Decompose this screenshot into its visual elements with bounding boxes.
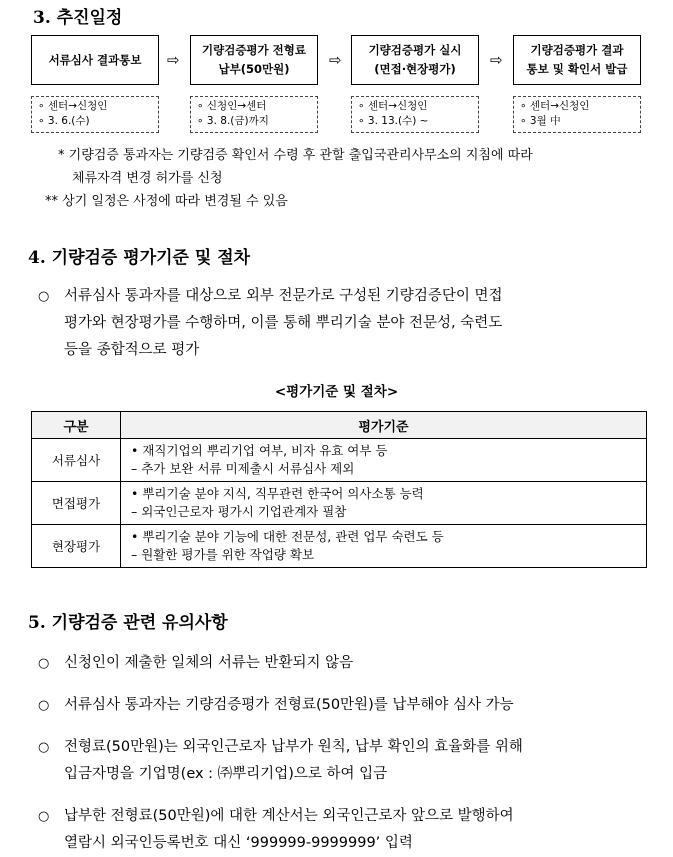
arrow-right-icon: ⇨ (167, 51, 180, 69)
table-cell-category: 면접평가 (32, 482, 121, 525)
schedule-step-2: 기량검증평가 전형료 납부(50만원) (190, 35, 318, 85)
bullet-icon: ○ (38, 809, 50, 824)
schedule-note-4: ∘ 센터→신청인 ∘ 3월 中 (513, 96, 641, 133)
footnote-2: ** 상기 일정은 사정에 따라 변경될 수 있음 (45, 194, 288, 209)
section-4-title: 4. 기량검증 평가기준 및 절차 (28, 248, 251, 268)
section-3-title: 3. 추진일정 (33, 8, 123, 28)
section-4-paragraph: 서류심사 통과자를 대상으로 외부 전문가로 구성된 기량검증단이 면접 평가와 현장평가를 수행하며, 이를 통해 뿌리기술 분야 전문성, 숙련도 등을 종합적으로 평가 (64, 288, 503, 358)
criteria-table (31, 411, 647, 568)
notice-item-2: 서류심사 통과자는 기량검증평가 전형료(50만원)를 납부해야 심사 가능 (64, 697, 514, 713)
table-header-category: 구분 (32, 412, 121, 439)
arrow-right-icon: ⇨ (329, 51, 342, 69)
table-header-row (32, 412, 647, 439)
bullet-icon: ○ (38, 289, 50, 304)
footnote-1-cont: 체류자격 변경 허가를 신청 (72, 171, 223, 186)
arrow-right-icon: ⇨ (490, 51, 503, 69)
table-cell-category: 서류심사 (32, 439, 121, 482)
table-row (32, 439, 647, 482)
notice-item-4: 납부한 전형료(50만원)에 대한 계산서는 외국인근로자 앞으로 발행하여 열람시 외국인등록번호 대신 ‘999999-9999999’ 입력 (64, 808, 514, 851)
schedule-note-2: ∘ 신청인→센터 ∘ 3. 8.(금)까지 (190, 96, 318, 133)
schedule-step-3: 기량검증평가 실시 (면접·현장평가) (351, 35, 479, 85)
bullet-icon: ○ (38, 656, 50, 671)
schedule-step-1: 서류심사 결과통보 (31, 35, 159, 85)
footnote-1: * 기량검증 통과자는 기량검증 확인서 수령 후 관할 출입국관리사무소의 지침에 따라 (58, 148, 533, 163)
table-row (32, 525, 647, 568)
notice-item-1: 신청인이 제출한 일체의 서류는 반환되지 않음 (64, 655, 354, 671)
schedule-note-3: ∘ 센터→신청인 ∘ 3. 13.(수) ~ (351, 96, 479, 133)
bullet-icon: ○ (38, 698, 50, 713)
section-5-title: 5. 기량검증 관련 유의사항 (28, 613, 228, 633)
notice-item-3: 전형료(50만원)는 외국인근로자 납부가 원칙, 납부 확인의 효율화를 위해 입금자명을 기업명(ex : ㈜뿌리기업)으로 하여 입금 (64, 739, 523, 782)
table-cell-criteria: • 뿌리기술 분야 지식, 직무관련 한국어 의사소통 능력 – 외국인근로자 평가시 기업관계자 필참 (121, 482, 647, 525)
schedule-step-4: 기량검증평가 결과 통보 및 확인서 발급 (513, 35, 641, 85)
table-header-criteria: 평가기준 (121, 412, 647, 439)
table-cell-criteria: • 뿌리기술 분야 기능에 대한 전문성, 관련 업무 숙련도 등 – 원활한 평가를 위한 작업량 확보 (121, 525, 647, 568)
table-cell-criteria: • 재직기업의 뿌리기업 여부, 비자 유효 여부 등 – 추가 보완 서류 미제출시 서류심사 제외 (121, 439, 647, 482)
bullet-icon: ○ (38, 740, 50, 755)
table-row (32, 482, 647, 525)
schedule-note-1: ∘ 센터→신청인 ∘ 3. 6.(수) (31, 96, 159, 133)
table-caption: <평가기준 및 절차> (274, 384, 399, 400)
table-cell-category: 현장평가 (32, 525, 121, 568)
